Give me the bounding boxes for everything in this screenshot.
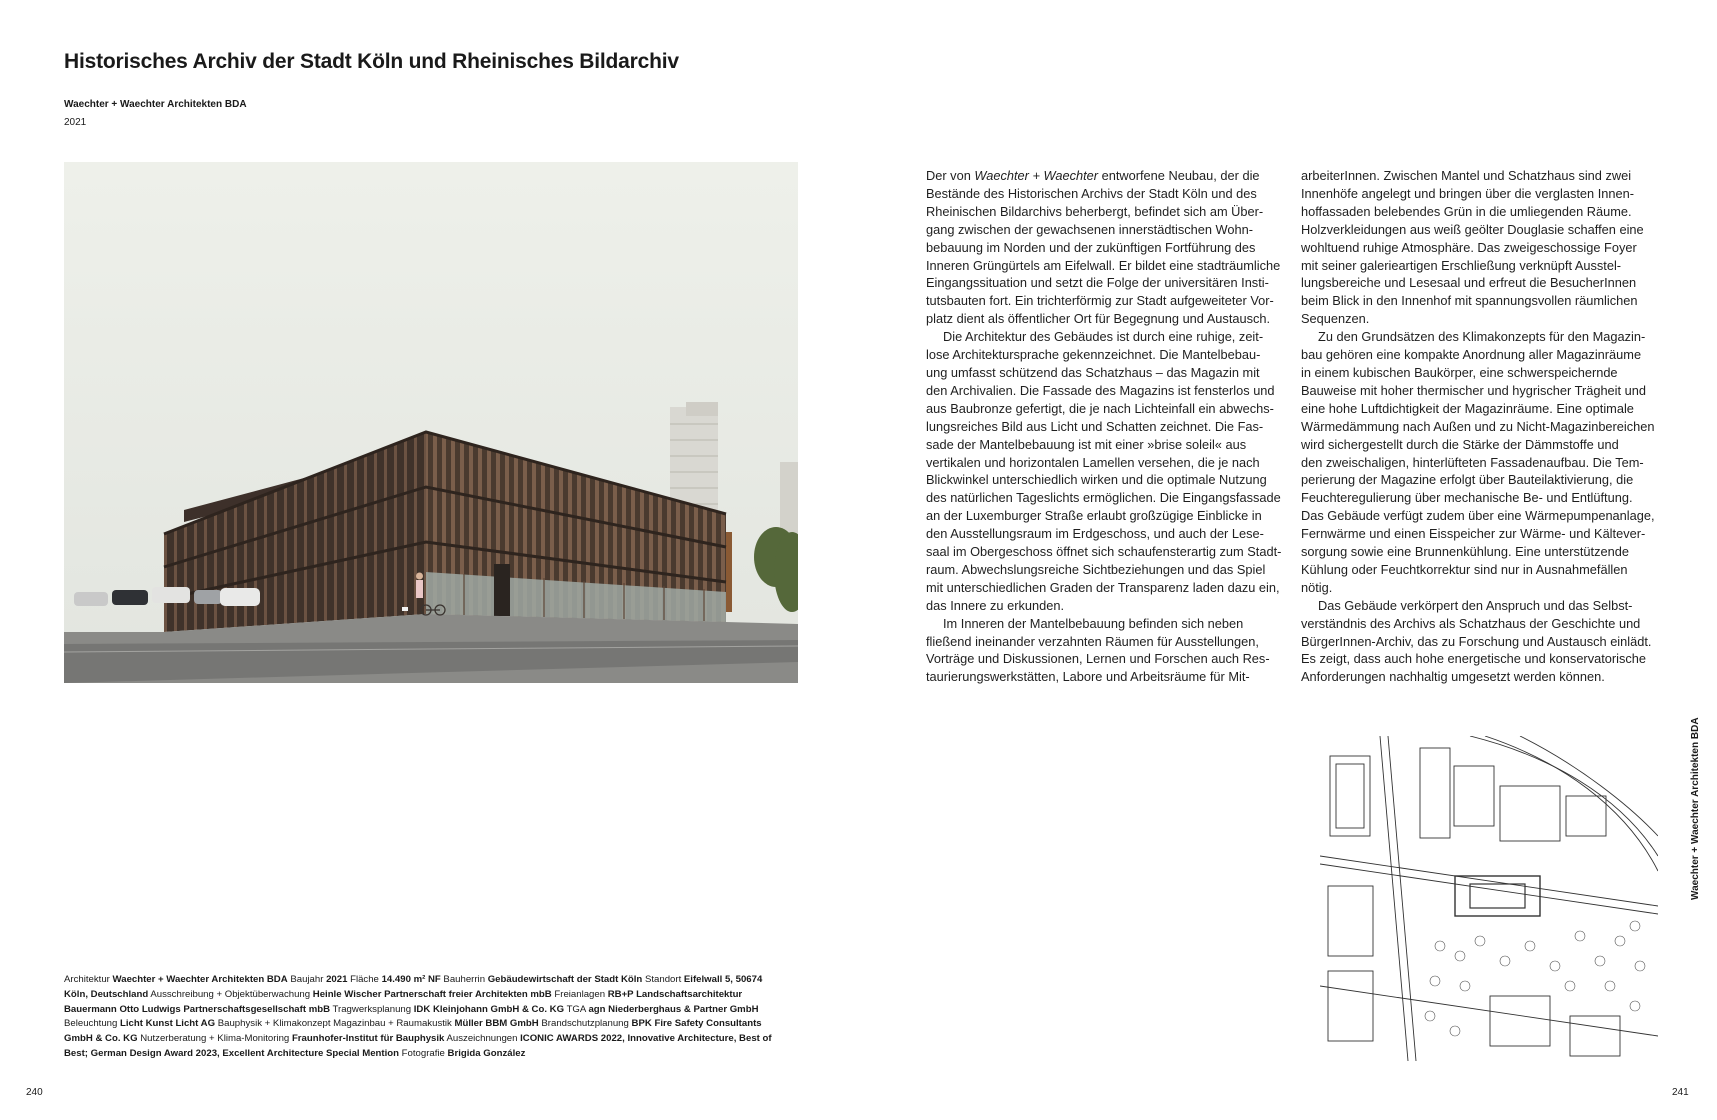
text-line: Das Gebäude verfügt zudem über eine Wärmepumpenanlage,	[1301, 508, 1655, 524]
text-line: Holzverkleidungen aus weiß geölter Douglasie schaffen eine	[1301, 221, 1644, 237]
project-year: 2021	[64, 117, 87, 128]
text-line: verständnis des Archivs als Schatzhaus der Geschichte und	[1301, 615, 1641, 631]
text-line: Es zeigt, dass auch hohe energetische und konservatorische	[1301, 651, 1647, 667]
text-line: perierung der Magazine erfolgt über Bauteilaktivierung, die	[1301, 472, 1634, 488]
credits-line: Bauermann Otto Ludwigs Partnerschaftsgesellschaft mbB Tragwerksplanung IDK Kleinjohann GmbH & Co. KG TGA agn Niederberghaus & Partner GmbH	[64, 1003, 759, 1015]
building-photo-illustration	[64, 162, 798, 683]
site-plan	[1320, 736, 1658, 1061]
page-number-left: 240	[26, 1087, 43, 1098]
text-line: Sequenzen.	[1301, 311, 1370, 327]
project-credits	[64, 973, 804, 1062]
text-line: vertikalen und horizontalen Lamellen versehen, die je nach	[926, 454, 1260, 470]
text-line: Kühlung oder Feuchtkorrektur sind nur in Ausnahmefällen	[1301, 561, 1628, 577]
text-line: lungsbereiche und Lesesaal und erfreut die BesucherInnen	[1301, 275, 1637, 291]
text-line: den Archivalien. Die Fassade des Magazins ist fensterlos und	[926, 382, 1275, 398]
text-line: des natürlichen Tageslichts ermöglichen. Die Eingangsfassade	[926, 490, 1281, 506]
text-line: bau gehören eine kompakte Anordnung aller Magazinräume	[1301, 347, 1642, 363]
text-line: an der Luxemburger Straße erlaubt großzügige Einblicke in	[926, 508, 1262, 524]
text-line: sorgung sowie eine Brunnenkühlung. Eine unterstützende	[1301, 544, 1629, 560]
text-line: wohltuend ruhige Atmosphäre. Das zweigeschossige Foyer	[1301, 239, 1637, 255]
page-title: Historisches Archiv der Stadt Köln und Rheinisches Bildarchiv	[64, 50, 679, 73]
text-line: taurierungswerkstätten, Labore und Arbeitsräume für Mit-	[926, 669, 1250, 685]
text-line: Fernwärme und einen Eisspeicher zur Wärme- und Kältever-	[1301, 526, 1646, 542]
side-label: Waechter + Waechter Architekten BDA	[1690, 717, 1701, 900]
text-line: wird sichergestellt durch die Stärke der Dämmstoffe und	[1301, 436, 1619, 452]
credits-line: GmbH & Co. KG Nutzerberatung + Klima-Monitoring Fraunhofer-Institut für Bauphysik Auszeichnungen ICONIC AWARDS 2022, Innovative Architecture, Best of	[64, 1033, 772, 1045]
text-line: den zweischaligen, hinterlüfteten Fassadenaufbau. Die Tem-	[1301, 454, 1644, 470]
text-line: Innenhöfe angelegt und bringen über die verglasten Innen-	[1301, 185, 1634, 201]
text-line: nötig.	[1301, 579, 1333, 595]
text-line: das Innere zu erkunden.	[926, 597, 1065, 613]
text-line: arbeiterInnen. Zwischen Mantel und Schatzhaus sind zwei	[1301, 168, 1632, 183]
text-line: mit seiner galerieartigen Erschließung verknüpft Ausstel-	[1301, 257, 1622, 273]
body-text-column-1	[926, 167, 1282, 686]
credits-line: Architektur Waechter + Waechter Architekten BDA Baujahr 2021 Fläche 14.490 m² NF Bauherrin Gebäudewirtschaft der Stadt Köln Standort Eifelwall 5, 50674	[64, 974, 763, 985]
credits-line: Beleuchtung Licht Kunst Licht AG Bauphysik + Klimakonzept Magazinbau + Raumakustik Müller BBM GmbH Brandschutzplanung BPK Fire Safety Consultants	[64, 1018, 762, 1030]
text-line: Bestände des Historischen Archivs der Stadt Köln und des	[926, 185, 1257, 201]
site-plan-drawing	[1320, 736, 1658, 1061]
text-line: saal im Obergeschoss öffnet sich schaufensterartig zum Stadt-	[926, 544, 1282, 560]
text-line: ung umfasst schützend das Schatzhaus – das Magazin mit	[926, 364, 1260, 380]
text-line: Eingangssituation und setzt die Folge der universitären Insti-	[926, 275, 1269, 291]
page-number-right: 241	[1672, 1087, 1689, 1098]
credits-line: Best; German Design Award 2023, Excellent Architecture Special Mention Fotografie Brigida González	[64, 1047, 526, 1059]
text-line: gang zwischen der gewachsenen innerstädtischen Wohn-	[926, 221, 1253, 237]
text-line: platz dient als öffentlicher Ort für Begegnung und Austausch.	[926, 311, 1271, 327]
text-line: sade der Mantelbebauung ist mit einer »brise soleil« aus	[926, 436, 1247, 452]
building-photo	[64, 162, 798, 683]
text-line: Bauweise mit hoher thermischer und hygrischer Trägheit und	[1301, 382, 1646, 398]
text-line: Im Inneren der Mantelbebauung befinden sich neben	[943, 615, 1244, 631]
credits-line: Köln, Deutschland Ausschreibung + Objektüberwachung Heinle Wischer Partnerschaft freier Architekten mbB Freianlagen RB+P Landschaftsarchitektur	[64, 988, 743, 1000]
text-line: Zu den Grundsätzen des Klimakonzepts für den Magazin-	[1318, 329, 1646, 345]
text-line: BürgerInnen-Archiv, das zu Forschung und Austausch einlädt.	[1301, 633, 1652, 649]
text-line: Das Gebäude verkörpert den Anspruch und das Selbst-	[1318, 597, 1633, 613]
body-text-column-2	[1301, 167, 1655, 686]
text-line: hoffassaden belebendes Grün in die umliegenden Räume.	[1301, 203, 1632, 219]
text-line: raum. Abwechslungsreiche Sichtbeziehungen und das Spiel	[926, 561, 1266, 577]
text-line: Feuchteregulierung über mechanische Be- und Entlüftung.	[1301, 490, 1633, 506]
text-line: Die Architektur des Gebäudes ist durch eine ruhige, zeit-	[943, 329, 1264, 345]
text-line: tutsbauten fort. Ein trichterförmig zur Stadt aufgeweiteter Vor-	[926, 293, 1274, 309]
text-line: Blickwinkel unterschiedlich wirken und die optimale Nutzung	[926, 472, 1267, 488]
architect-name: Waechter + Waechter Architekten BDA	[64, 99, 247, 110]
text-line: mit unterschiedlichen Graden der Transparenz laden dazu ein,	[926, 579, 1280, 595]
text-line: Der von Waechter + Waechter entworfene Neubau, der die	[926, 168, 1260, 183]
text-line: Vorträge und Diskussionen, Lernen und Forschen auch Res-	[926, 651, 1270, 667]
text-line: bebauung im Norden und der zukünftigen Fortführung des	[926, 239, 1256, 255]
text-line: eine hohe Luftdichtigkeit der Magazinräume. Eine optimale	[1301, 400, 1634, 416]
text-line: Wärmedämmung nach Außen und zu Nicht-Magazinbereichen	[1301, 418, 1655, 434]
text-line: aus Baubronze gefertigt, die je nach Lichteinfall ein abwechs-	[926, 400, 1274, 416]
text-line: lungsreiches Bild aus Licht und Schatten zeichnet. Die Fas-	[926, 418, 1264, 434]
text-line: in einem kubischen Baukörper, eine schwerspeichernde	[1301, 364, 1618, 380]
text-line: Anforderungen nachhaltig umgesetzt werden können.	[1301, 669, 1605, 685]
text-line: fließend ineinander verzahnten Räumen für Ausstellungen,	[926, 633, 1259, 649]
text-line: beim Blick in den Innenhof mit spannungsvollen räumlichen	[1301, 293, 1638, 309]
text-line: Inneren Grüngürtels am Eifelwall. Er bildet eine stadträumliche	[926, 257, 1281, 273]
text-line: lose Architektursprache gekennzeichnet. Die Mantelbebau-	[926, 347, 1261, 363]
text-line: Rheinischen Bildarchivs beherbergt, befindet sich am Über-	[926, 203, 1264, 219]
text-line: den Ausstellungsraum im Erdgeschoss, und auch der Lese-	[926, 526, 1264, 542]
